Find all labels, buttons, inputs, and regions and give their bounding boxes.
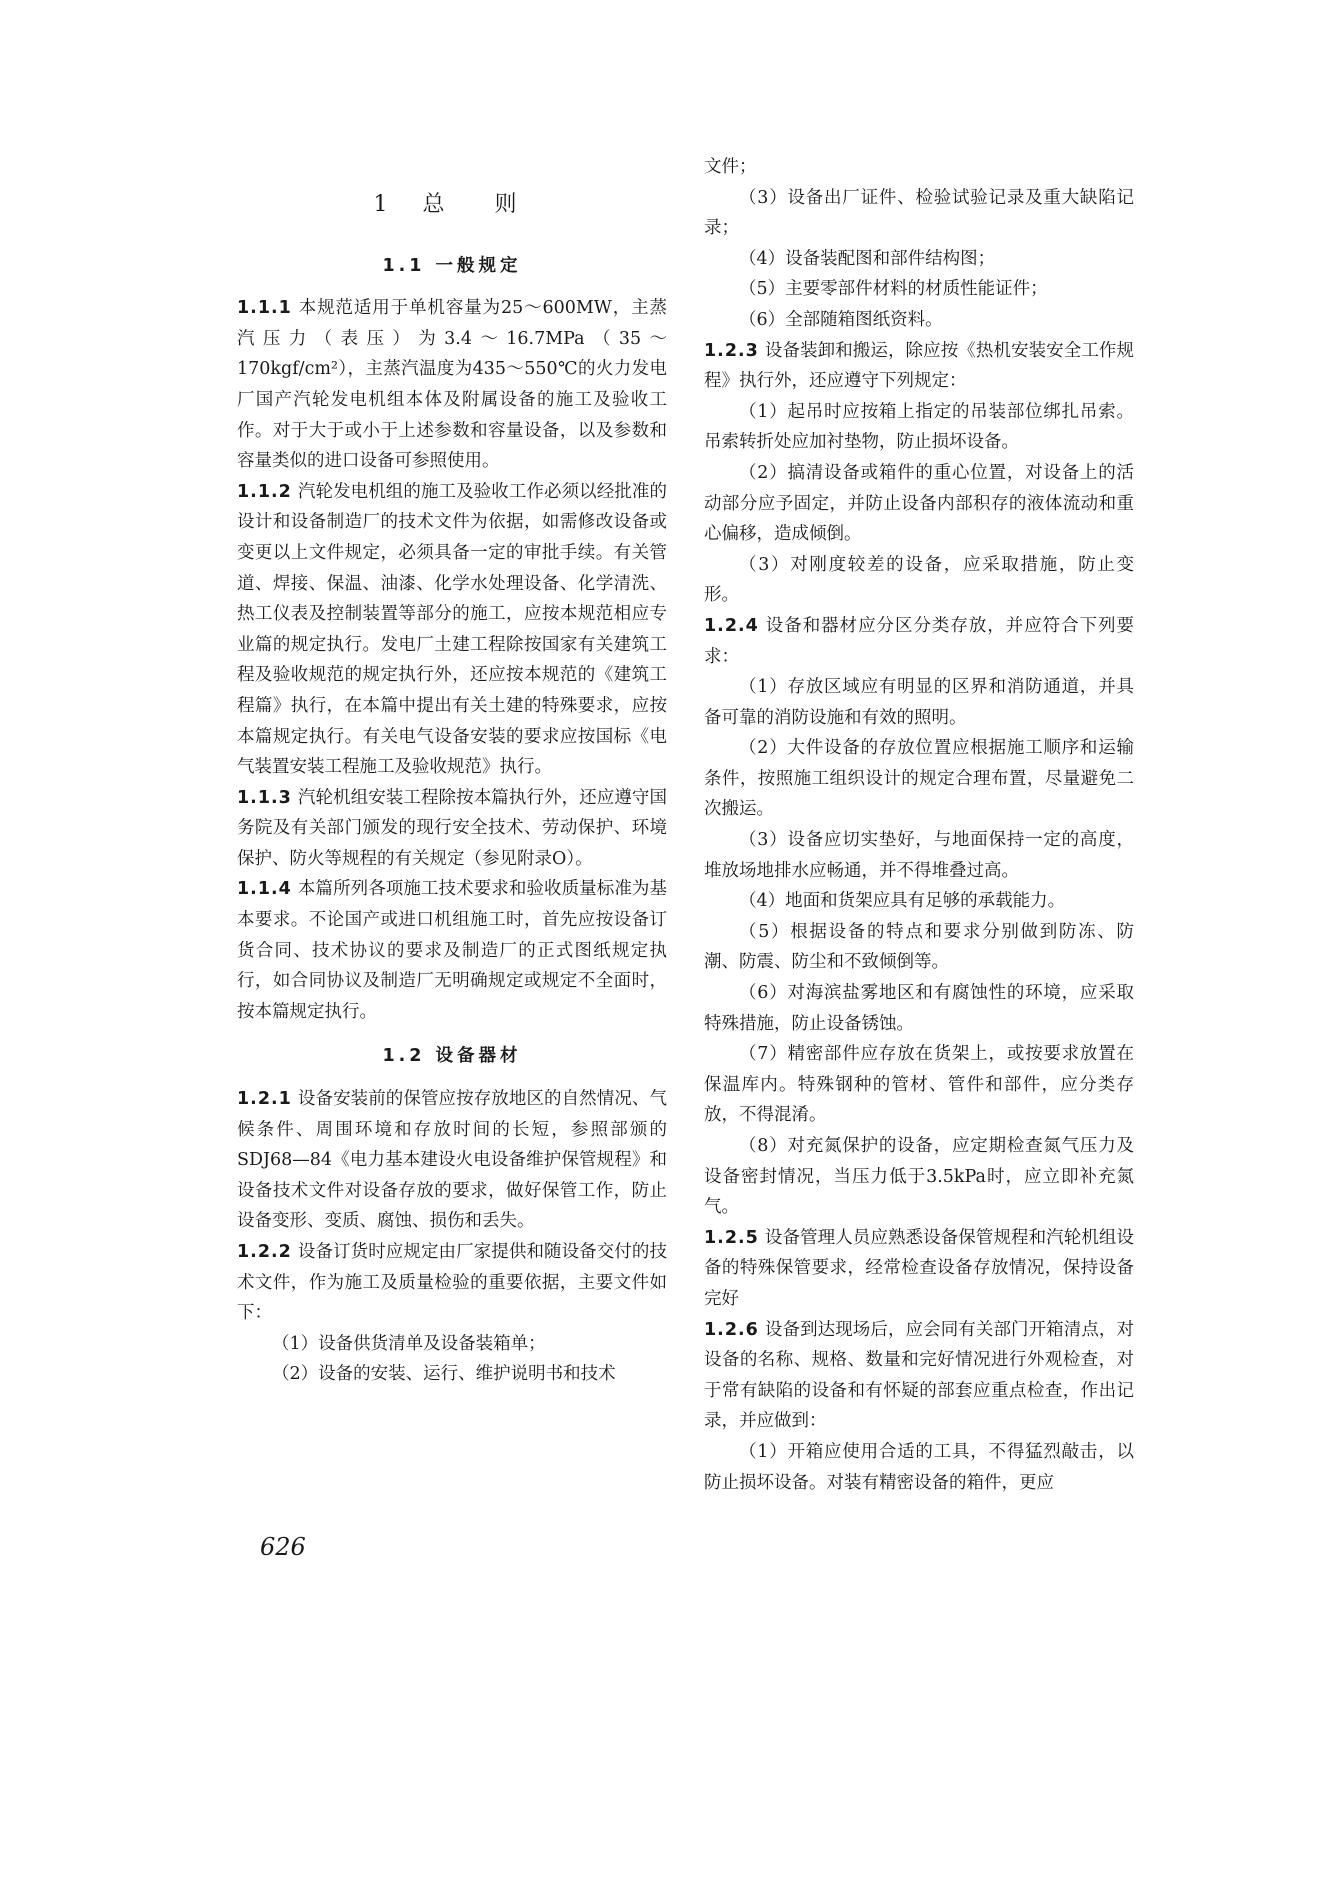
- list-item: （1）存放区域应有明显的区界和消防通道，并具备可靠的消防设施和有效的照明。: [704, 677, 1134, 728]
- clause-text: 汽轮机组安装工程除按本篇执行外，还应遵守国务院及有关部门颁发的现行安全技术、劳动保护、环境保护、防火等规程的有关规定（参见附录O）。: [237, 787, 667, 869]
- list-item: （2）大件设备的存放位置应根据施工顺序和运输条件，按照施工组织设计的规定合理布置，尽量避免二次搬运。: [704, 738, 1134, 820]
- list-item: （5）主要零部件材料的材质性能证件；: [739, 279, 1048, 300]
- clause-1-2-6: [704, 1315, 1134, 1437]
- clause-text: 设备订货时应规定由厂家提供和随设备交付的技术文件，作为施工及质量检验的重要依据，主要文件如下：: [237, 1242, 667, 1324]
- section-heading-1-1: 1.1 一般规定: [382, 255, 522, 276]
- list-item: （7）精密部件应存放在货架上，或按要求放置在保温库内。特殊钢种的管材、管件和部件，应分类存放，不得混淆。: [704, 1044, 1134, 1126]
- list-item: （8）对充氮保护的设备，应定期检查氮气压力及设备密封情况，当压力低于3.5kPa时，应立即补充氮气。: [704, 1136, 1134, 1218]
- left-column: [237, 152, 667, 1390]
- clause-number: 1.1.1: [237, 298, 292, 319]
- clause-1-2-1: [237, 1084, 667, 1237]
- page-number: 626: [260, 1533, 306, 1561]
- section-heading-1-2: 1.2 设备器材: [382, 1046, 522, 1067]
- clause-1-2-5: [704, 1223, 1134, 1315]
- list-item: （1）起吊时应按箱上指定的吊装部位绑扎吊索。吊索转折处应加衬垫物，防止损坏设备。: [704, 401, 1134, 453]
- clause-number: 1.2.2: [237, 1242, 292, 1262]
- clause-text: 设备到达现场后，应会同有关部门开箱清点，对设备的名称、规格、数量和完好情况进行外观检查，对于常有缺陷的设备和有怀疑的部套应重点检查，作出记录，并应做到：: [704, 1319, 1134, 1432]
- list-item: （3）设备出厂证件、检验试验记录及重大缺陷记录；: [704, 187, 1134, 239]
- clause-1-2-2: [237, 1237, 667, 1329]
- clause-number: 1.2.4: [704, 615, 759, 636]
- clause-text: 汽轮发电机组的施工及验收工作必须以经批准的设计和设备制造厂的技术文件为依据，如需修改设备或变更以上文件规定，必须具备一定的审批手续。有关管道、焊接、保温、油漆、化学水处理设备、化学清洗、热工仪表及控制装置等部分的施工，应按本规范相应专业篇的规定执行。发电厂土建工程除按国家有关建筑工程及验收规范的规定执行外，还应按本规范的《建筑工程篇》执行，在本篇中提出有关土建的特殊要求，应按本篇规定执行。有关电气设备安装的要求应按国标《电气装置安装工程施工及验收规范》执行。: [237, 481, 667, 778]
- clause-text: 本篇所列各项施工技术要求和验收质量标准为基本要求。不论国产或进口机组施工时，首先应按设备订货合同、技术协议的要求及制造厂的正式图纸规定执行，如合同协议及制造厂无明确规定或规定不全面时，按本篇规定执行。: [237, 879, 667, 1022]
- list-item: （2）搞清设备或箱件的重心位置，对设备上的活动部分应予固定，并防止设备内部积存的液体流动和重心偏移，造成倾倒。: [704, 462, 1134, 545]
- list-item: （3）对刚度较差的设备，应采取措施，防止变形。: [704, 554, 1134, 606]
- clause-text: 本规范适用于单机容量为25～600MW，主蒸汽压力（表压）为3.4～16.7MPa（35～170kgf/cm²），主蒸汽温度为435～550℃的火力发电厂国产汽轮发电机组本体及附属设备的施工及验收工作。对于大于或小于上述参数和容量设备，以及参数和容量类似的进口设备可参照使用。: [237, 298, 667, 472]
- clause-text: 设备安装前的保管应按存放地区的自然情况、气候条件、周围环境和存放时间的长短，参照部颁的SDJ68—84《电力基本建设火电设备维护保管规程》和设备技术文件对设备存放的要求，做好保管工作，防止设备变形、变质、腐蚀、损伤和丢失。: [237, 1089, 667, 1232]
- clause-1-1-1: [237, 293, 667, 477]
- clause-number: 1.1.2: [237, 481, 292, 502]
- clause-text: 设备管理人员应熟悉设备保管规程和汽轮机组设备的特殊保管要求，经常检查设备存放情况，保持设备完好: [704, 1227, 1134, 1309]
- clause-text: 设备装卸和搬运，除应按《热机安装安全工作规程》执行外，还应遵守下列规定：: [704, 340, 1134, 392]
- clause-number: 1.1.4: [237, 879, 292, 900]
- chapter-title: 1 总 则: [373, 192, 531, 217]
- clause-1-1-2: [237, 477, 667, 783]
- list-item-continuation: 文件；: [704, 157, 757, 177]
- list-item: （6）对海滨盐雾地区和有腐蚀性的环境，应采取特殊措施，防止设备锈蚀。: [704, 983, 1134, 1034]
- clause-1-2-3: [704, 336, 1134, 397]
- clause-number: 1.2.3: [704, 340, 759, 361]
- list-item: （5）根据设备的特点和要求分别做到防冻、防潮、防震、防尘和不致倾倒等。: [704, 921, 1134, 973]
- clause-number: 1.2.6: [704, 1319, 759, 1340]
- list-item: （4）设备装配图和部件结构图；: [739, 248, 996, 269]
- clause-number: 1.1.3: [237, 787, 292, 808]
- clause-number: 1.2.5: [704, 1227, 759, 1248]
- right-column: [704, 152, 1134, 1498]
- list-item: （1）开箱应使用合适的工具，不得猛烈敲击，以防止损坏设备。对装有精密设备的箱件，更应: [704, 1441, 1134, 1493]
- clause-number: 1.2.1: [237, 1089, 292, 1110]
- list-item: （4）地面和货架应具有足够的承载能力。: [739, 891, 1066, 912]
- list-item: （3）设备应切实垫好，与地面保持一定的高度，堆放场地排水应畅通，并不得堆叠过高。: [704, 830, 1134, 881]
- clause-1-2-4: [704, 611, 1134, 672]
- clause-1-1-3: [237, 783, 667, 875]
- clause-1-1-4: [237, 874, 667, 1027]
- clause-text: 设备和器材应分区分类存放，并应符合下列要求：: [704, 615, 1134, 667]
- list-item: （6）全部随箱图纸资料。: [739, 309, 943, 330]
- list-item: （1）设备供货清单及设备装箱单；: [272, 1333, 546, 1354]
- list-item: （2）设备的安装、运行、维护说明书和技术: [272, 1364, 616, 1385]
